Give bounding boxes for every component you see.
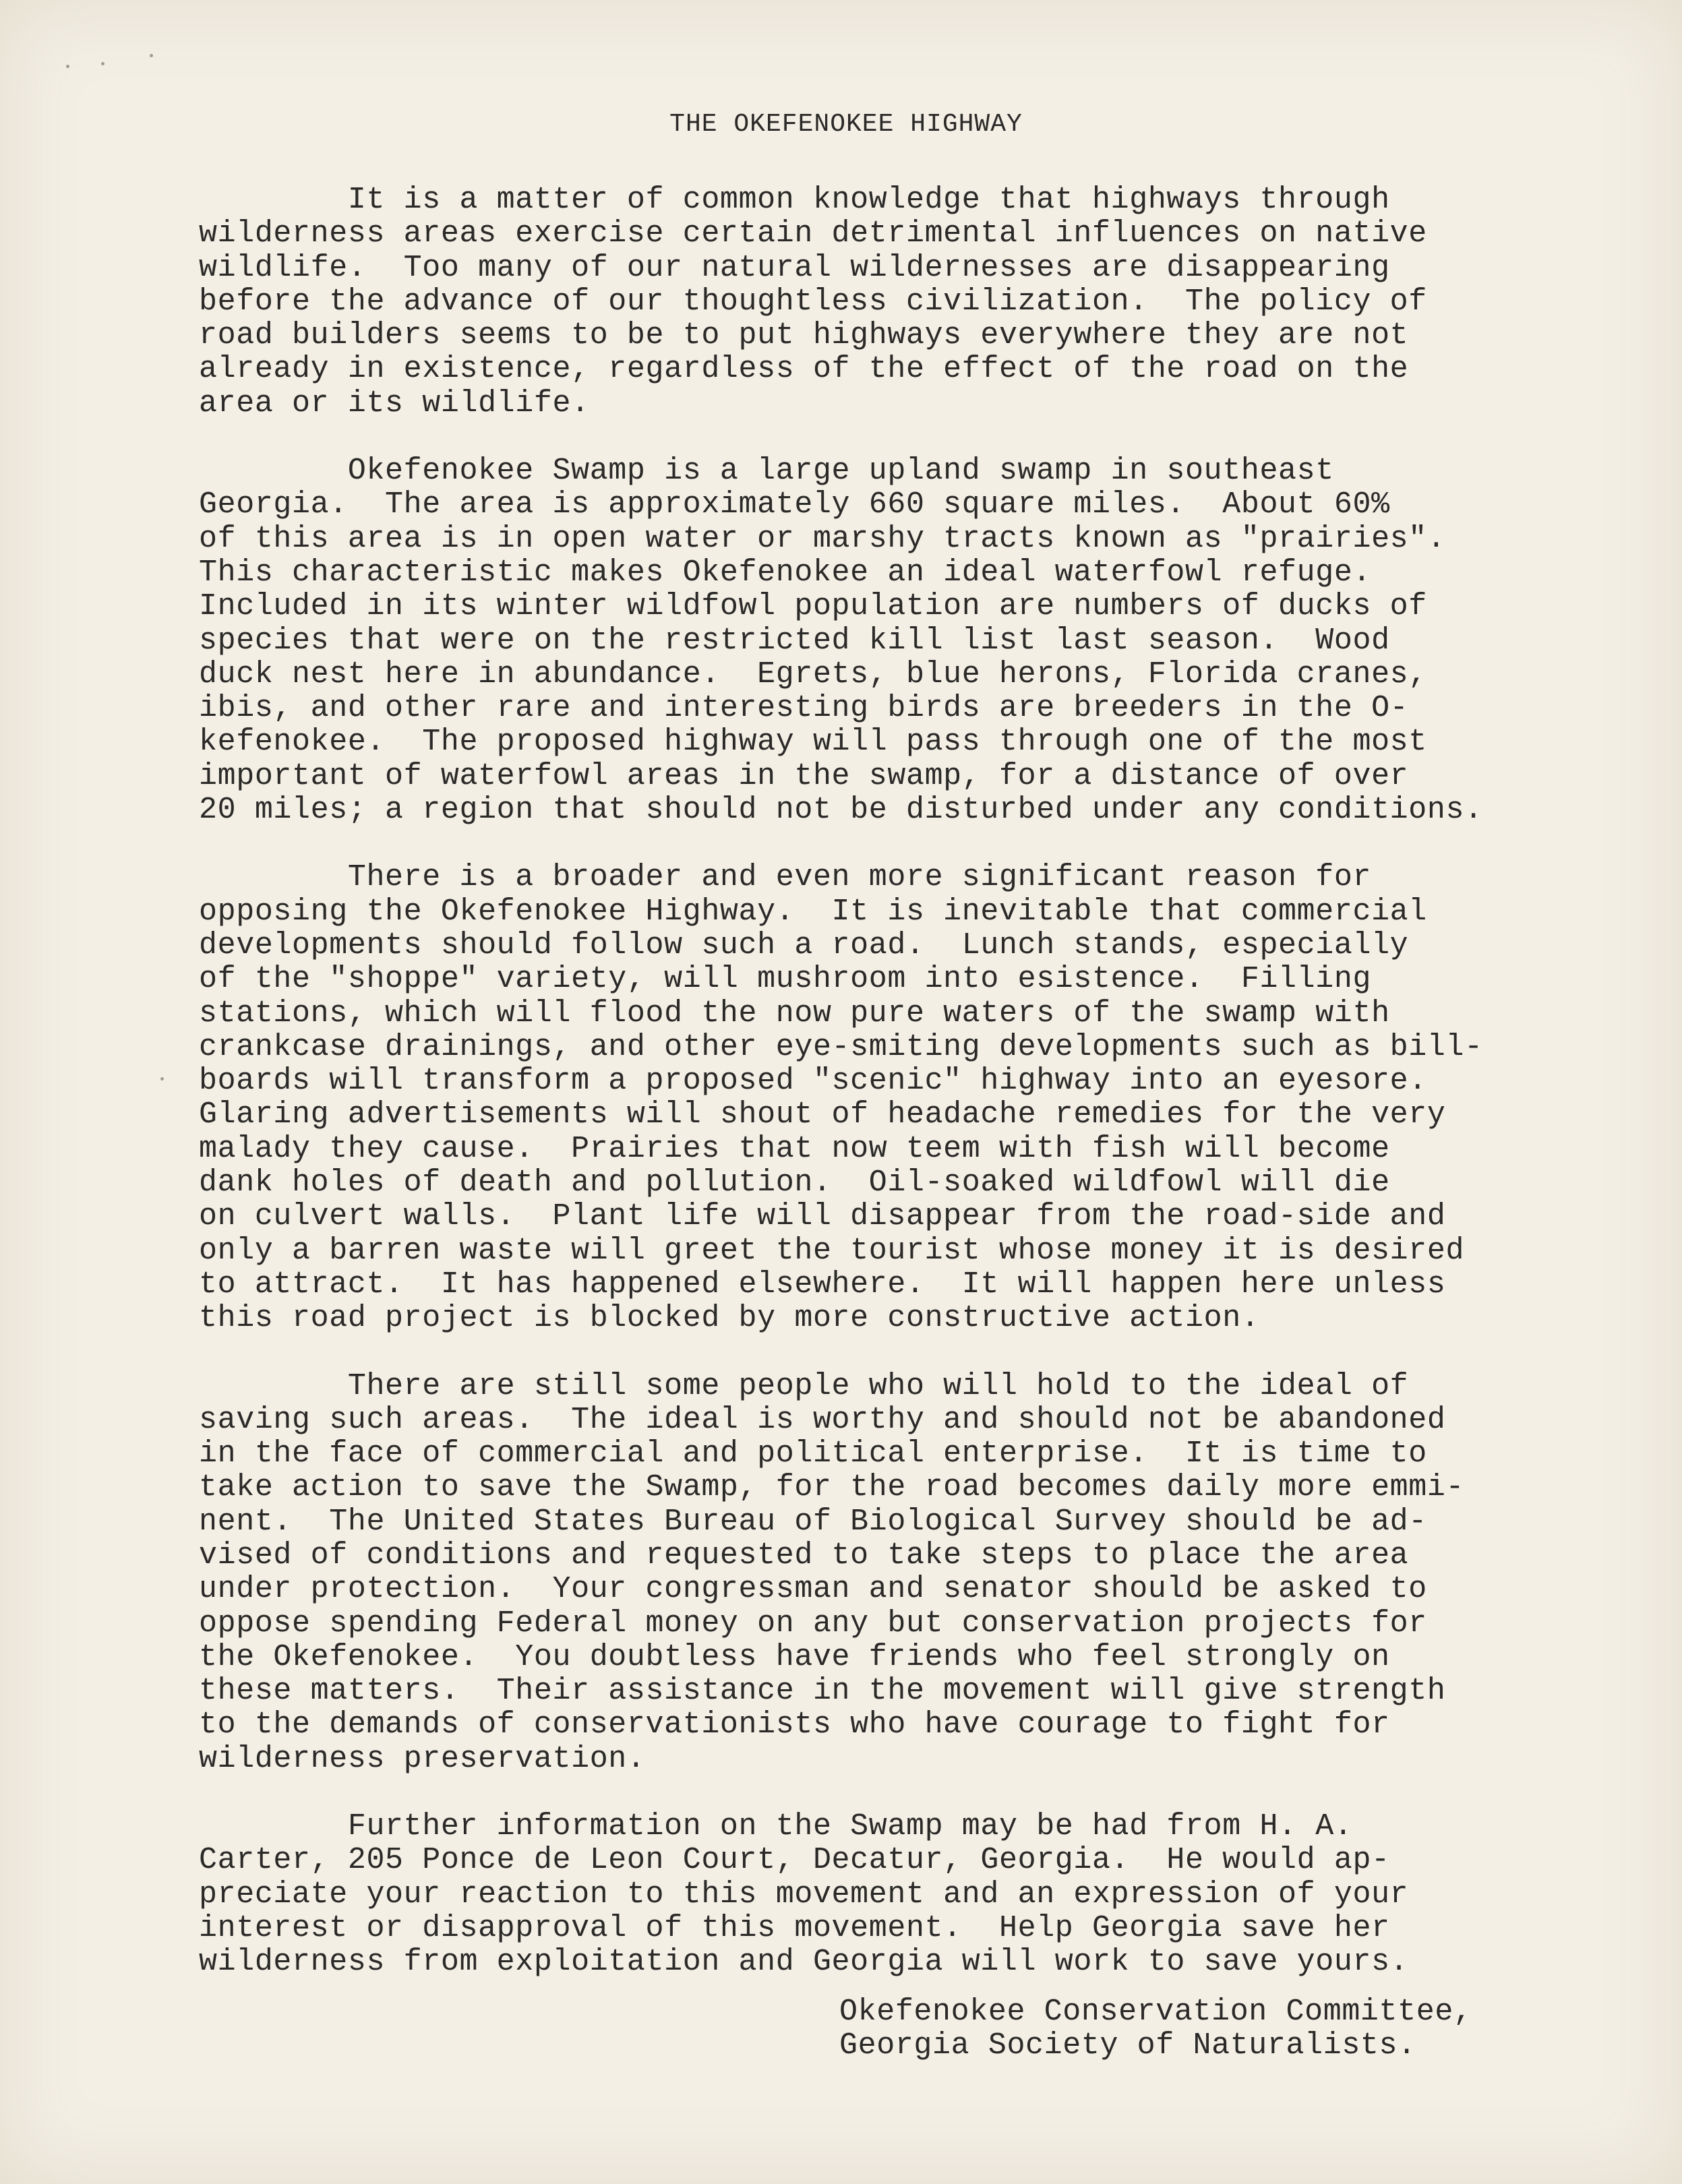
text-line: ibis, and other rare and interesting birds are breeders in the O- (199, 691, 1409, 726)
text-line: wildlife. Too many of our natural wildernesses are disappearing (199, 250, 1390, 285)
text-line: of this area is in open water or marshy tracts known as "prairies". (199, 521, 1446, 556)
paragraph-3 (199, 861, 1601, 1335)
text-line: wilderness areas exercise certain detrimental influences on native (199, 216, 1427, 251)
text-line: Carter, 205 Ponce de Leon Court, Decatur, Georgia. He would ap- (199, 1843, 1390, 1878)
text-line: There are still some people who will hold to the ideal of (199, 1368, 1409, 1403)
text-line: nent. The United States Bureau of Biological Survey should be ad- (199, 1504, 1427, 1539)
text-line: Okefenokee Swamp is a large upland swamp in southeast (199, 454, 1334, 489)
text-line: wilderness from exploitation and Georgia will work to save yours. (199, 1945, 1409, 1980)
text-line: oppose spending Federal money on any but conservation projects for (199, 1606, 1427, 1641)
text-line: before the advance of our thoughtless civilization. The policy of (199, 284, 1427, 319)
text-line: to the demands of conservationists who have courage to fight for (199, 1707, 1390, 1742)
text-line: to attract. It has happened elsewhere. It will happen here unless (199, 1267, 1446, 1302)
text-line: this road project is blocked by more constructive action. (199, 1301, 1260, 1336)
text-line: preciate your reaction to this movement and an expression of your (199, 1877, 1409, 1912)
text-line: kefenokee. The proposed highway will pass through one of the most (199, 725, 1427, 760)
text-line: under protection. Your congressman and senator should be asked to (199, 1572, 1427, 1607)
text-line: Included in its winter wildfowl population are numbers of ducks of (199, 589, 1427, 624)
text-line: dank holes of death and pollution. Oil-soaked wildfowl will die (199, 1165, 1390, 1201)
paragraph-5 (199, 1810, 1601, 1979)
document-title: THE OKEFENOKEE HIGHWAY (669, 110, 1023, 139)
text-line: only a barren waste will greet the tourist whose money it is desired (199, 1233, 1465, 1268)
signature-block (839, 1995, 1472, 2063)
text-line: 20 miles; a region that should not be disturbed under any conditions. (199, 793, 1483, 828)
text-line: stations, which will flood the now pure waters of the swamp with (199, 996, 1390, 1031)
paper-speck (150, 54, 153, 57)
text-line: This characteristic makes Okefenokee an ideal waterfowl refuge. (199, 555, 1372, 590)
signature-line: Okefenokee Conservation Committee, (839, 1995, 1472, 2029)
text-line: boards will transform a proposed "scenic" highway into an eyesore. (199, 1064, 1427, 1099)
paragraph-1 (199, 183, 1601, 421)
text-line: these matters. Their assistance in the movement will give strength (199, 1674, 1446, 1709)
text-line: already in existence, regardless of the effect of the road on the (199, 352, 1409, 387)
text-line: interest or disapproval of this movement. Help Georgia save her (199, 1910, 1390, 1945)
letter-body (199, 183, 1601, 1980)
typed-letter (199, 101, 1601, 2013)
text-line: developments should follow such a road. Lunch stands, especially (199, 928, 1409, 963)
text-line: the Okefenokee. You doubtless have friends who feel strongly on (199, 1639, 1390, 1674)
paragraph-2 (199, 454, 1601, 827)
text-line: malady they cause. Prairies that now teem with fish will become (199, 1131, 1390, 1166)
paragraph-4 (199, 1370, 1601, 1777)
text-line: crankcase drainings, and other eye-smiting developments such as bill- (199, 1029, 1483, 1064)
text-line: saving such areas. The ideal is worthy and should not be abandoned (199, 1402, 1446, 1437)
text-line: Further information on the Swamp may be had from H. A. (199, 1809, 1353, 1844)
text-line: opposing the Okefenokee Highway. It is inevitable that commercial (199, 894, 1427, 929)
text-line: There is a broader and even more significant reason for (199, 860, 1372, 895)
text-line: vised of conditions and requested to take steps to place the area (199, 1538, 1409, 1573)
text-line: Glaring advertisements will shout of headache remedies for the very (199, 1097, 1446, 1132)
text-line: area or its wildlife. (199, 386, 590, 421)
text-line: road builders seems to be to put highways everywhere they are not (199, 318, 1409, 353)
paper-speck (160, 1077, 164, 1081)
paper-speck (66, 65, 69, 68)
text-line: in the face of commercial and political enterprise. It is time to (199, 1436, 1427, 1472)
text-line: on culvert walls. Plant life will disappear from the road-side and (199, 1199, 1446, 1234)
paper-speck (101, 62, 104, 65)
text-line: duck nest here in abundance. Egrets, blue herons, Florida cranes, (199, 657, 1427, 692)
text-line: It is a matter of common knowledge that highways through (199, 183, 1390, 217)
text-line: wilderness preservation. (199, 1741, 646, 1776)
text-line: Georgia. The area is approximately 660 square miles. About 60% (199, 487, 1390, 522)
text-line: species that were on the restricted kill list last season. Wood (199, 623, 1390, 658)
text-line: important of waterfowl areas in the swamp, for a distance of over (199, 758, 1409, 793)
signature-line: Georgia Society of Naturalists. (839, 2028, 1416, 2063)
text-line: take action to save the Swamp, for the road becomes daily more emmi- (199, 1470, 1465, 1505)
text-line: of the "shoppe" variety, will mushroom into esistence. Filling (199, 962, 1372, 997)
